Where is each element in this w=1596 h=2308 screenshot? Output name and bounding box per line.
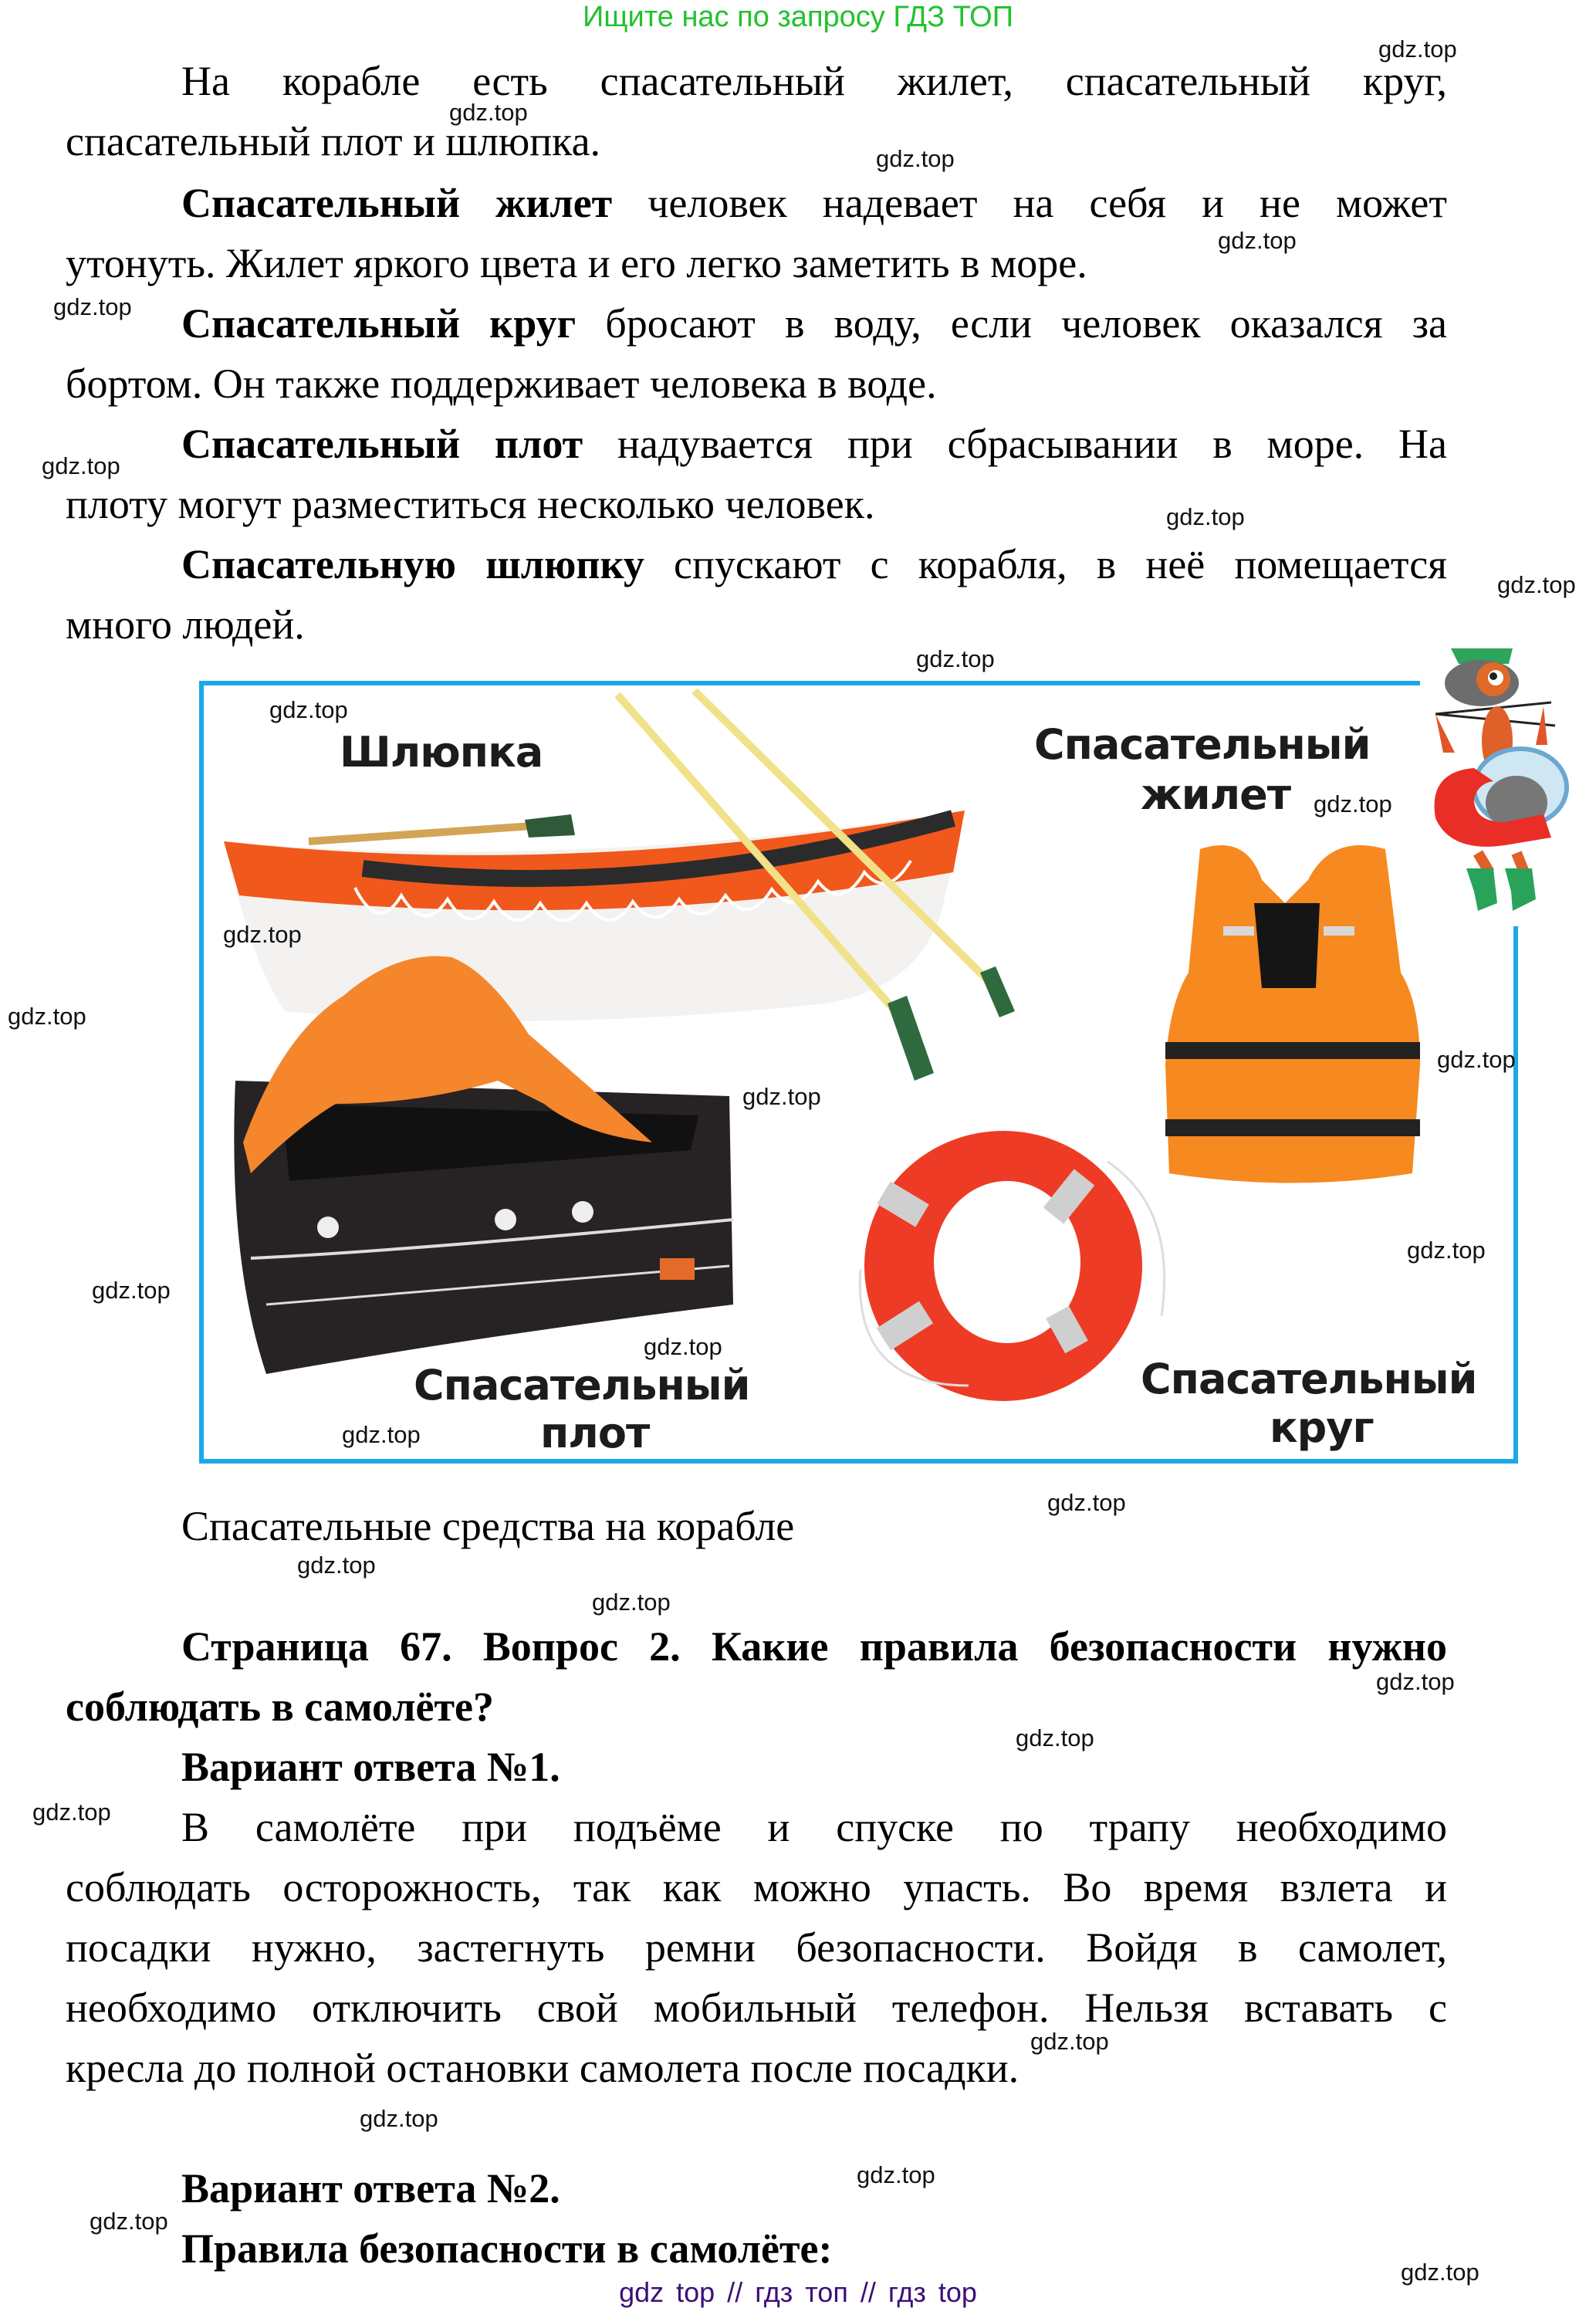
watermark: gdz.top — [1378, 36, 1457, 63]
term-life-ring: Спасательный круг — [181, 300, 577, 347]
watermark: gdz.top — [53, 293, 132, 320]
search-banner[interactable]: Ищите нас по запросу ГДЗ ТОП — [582, 1, 1014, 33]
answer-1-line-1: В самолёте при подъёме и спуске по трапу необходимо — [181, 1804, 1447, 1850]
label-ring-line-1: Спасательный — [1141, 1355, 1477, 1403]
watermark: gdz.top — [297, 1552, 376, 1579]
paragraph-4-text: надувается при сбрасывании в море. На — [617, 421, 1447, 467]
paragraph-1-line-2: спасательный плот и шлюпка. — [66, 118, 601, 164]
watermark: gdz.top — [223, 921, 302, 948]
watermark: gdz.top — [1030, 2028, 1109, 2055]
paragraph-4-line-1 — [181, 418, 1447, 469]
paragraph-1-line-1: На корабле есть спасательный жилет, спасательный круг, — [181, 58, 1447, 104]
term-lifeboat: Спасательную шлюпку — [181, 541, 644, 587]
label-vest-line-2: жилет — [1141, 770, 1291, 819]
paragraph-3-line-2: бортом. Он также поддерживает человека в воде. — [66, 360, 937, 407]
watermark: gdz.top — [1016, 1724, 1094, 1751]
label-ring-line-2: круг — [1270, 1403, 1374, 1452]
label-lifeboat: Шлюпка — [340, 728, 543, 777]
paragraph-5-text: спускают с корабля, в неё помещается — [674, 541, 1447, 587]
watermark: gdz.top — [1047, 1489, 1126, 1516]
watermark: gdz.top — [92, 1277, 171, 1304]
watermark: gdz.top — [1218, 227, 1297, 254]
label-vest-line-1: Спасательный — [1034, 720, 1371, 769]
paragraph-3-line-1 — [181, 298, 1447, 349]
answer-2-subtitle: Правила безопасности в самолёте: — [181, 2225, 833, 2272]
watermark: gdz.top — [916, 645, 995, 672]
watermark: gdz.top — [1407, 1237, 1486, 1264]
watermark: gdz.top — [1376, 1668, 1455, 1695]
label-raft-line-2: плот — [540, 1409, 650, 1457]
footer-links[interactable]: gdz top // гдз топ // гдз top — [619, 2276, 977, 2308]
term-life-vest: Спасательный жилет — [181, 180, 613, 226]
watermark: gdz.top — [876, 145, 955, 172]
watermark: gdz.top — [8, 1003, 86, 1030]
answer-1-line-3: посадки нужно, застегнуть ремни безопасности. Войдя в самолет, — [66, 1924, 1447, 1971]
watermark: gdz.top — [449, 99, 528, 126]
watermark: gdz.top — [32, 1799, 111, 1826]
watermark: gdz.top — [1401, 2259, 1479, 2286]
paragraph-2-line-2: утонуть. Жилет яркого цвета и его легко заметить в море. — [66, 240, 1087, 286]
paragraph-4-line-2: плоту могут разместиться несколько человек. — [66, 481, 875, 527]
watermark: gdz.top — [1166, 503, 1245, 530]
answer-1-title: Вариант ответа №1. — [181, 1744, 560, 1790]
watermark: gdz.top — [592, 1589, 671, 1616]
life-raft-image — [220, 949, 837, 1382]
watermark: gdz.top — [644, 1333, 722, 1360]
answer-1-line-4: необходимо отключить свой мобильный телефон. Нельзя вставать с — [66, 1985, 1447, 2031]
paragraph-5-line-1 — [181, 539, 1447, 590]
question-line-1: Страница 67. Вопрос 2. Какие правила безопасности нужно — [181, 1623, 1447, 1670]
answer-1-line-5: кресла до полной остановки самолета после посадки. — [66, 2045, 1019, 2091]
figure-caption: Спасательные средства на корабле — [181, 1503, 795, 1549]
paragraph-2-line-1 — [181, 178, 1447, 228]
paragraph-5-line-2: много людей. — [66, 601, 305, 648]
paragraph-3-text: бросают в воду, если человек оказался за — [605, 300, 1448, 347]
term-life-raft: Спасательный плот — [181, 421, 583, 467]
question-line-2: соблюдать в самолёте? — [66, 1684, 495, 1730]
paragraph-2-text: человек надевает на себя и не может — [648, 180, 1447, 226]
life-vest-image — [1154, 834, 1432, 1196]
watermark: gdz.top — [269, 696, 348, 723]
watermark: gdz.top — [90, 2208, 168, 2235]
label-raft-line-1: Спасательный — [414, 1361, 750, 1410]
watermark: gdz.top — [857, 2161, 935, 2188]
mascot-ant-icon — [1420, 648, 1574, 926]
watermark: gdz.top — [742, 1083, 821, 1110]
watermark: gdz.top — [42, 452, 120, 479]
answer-2-title: Вариант ответа №2. — [181, 2165, 560, 2212]
answer-1-line-2: соблюдать осторожность, так как можно упасть. Во время взлета и — [66, 1864, 1447, 1910]
watermark: gdz.top — [1437, 1046, 1516, 1073]
watermark: gdz.top — [1497, 571, 1576, 598]
watermark: gdz.top — [1314, 790, 1392, 817]
watermark: gdz.top — [342, 1421, 421, 1448]
watermark: gdz.top — [360, 2105, 438, 2132]
